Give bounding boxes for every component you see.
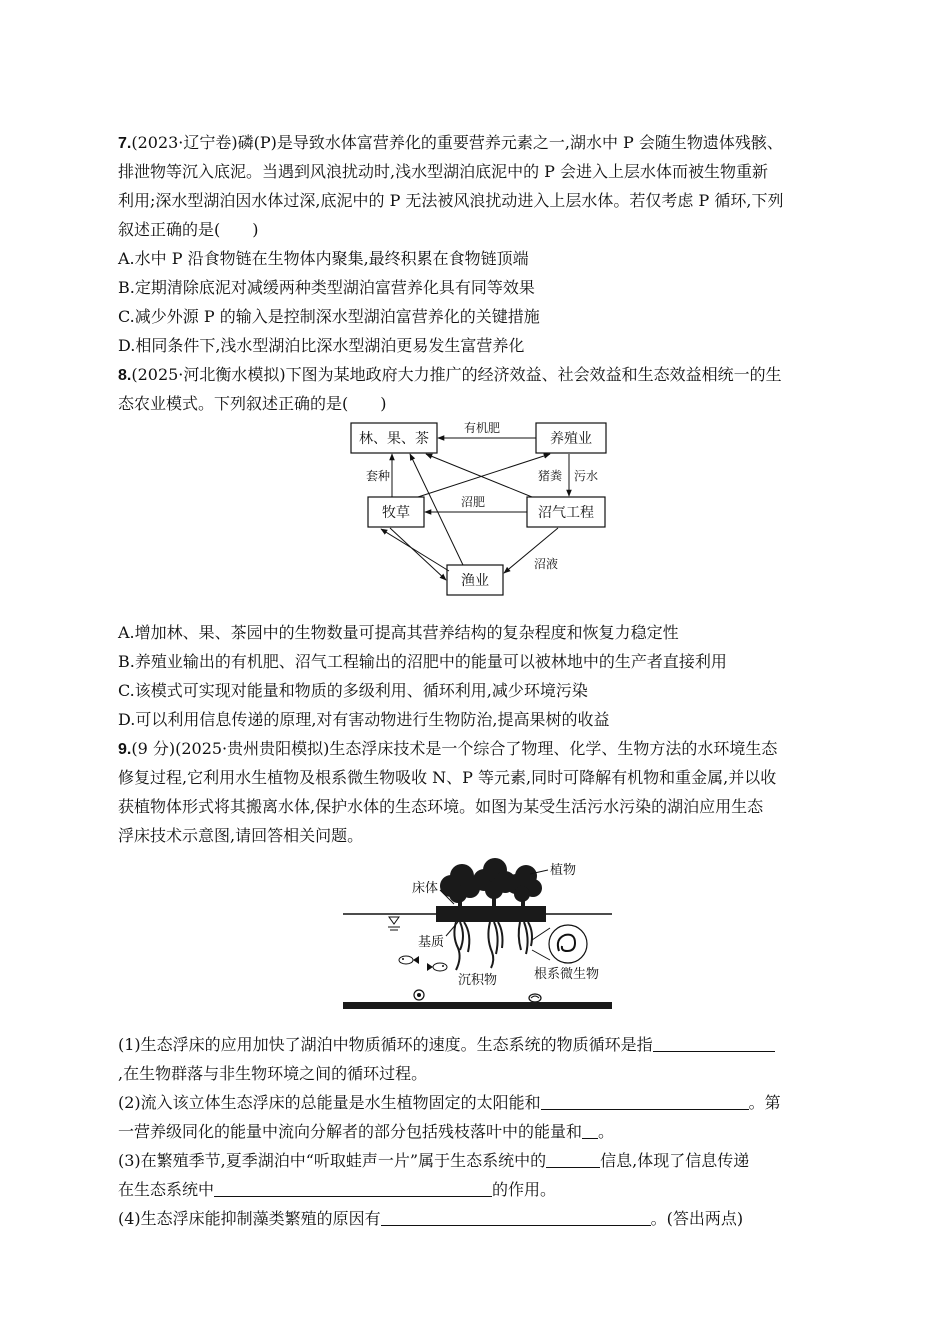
answer-blank[interactable]: [381, 1207, 651, 1226]
label-sewage: 污水: [574, 469, 599, 483]
sub-question-text: (3)在繁殖季节,夏季湖泊中“听取蛙声一片”属于生态系统中的: [118, 1151, 547, 1170]
floating-bed-svg: [118, 854, 833, 1022]
water-level-icon: [388, 917, 400, 930]
question-7: [118, 128, 833, 360]
question-stem-line: 浮床技术示意图,请回答相关问题。: [118, 826, 364, 845]
option-b: B.定期清除底泥对减缓两种类型湖泊富营养化具有同等效果: [118, 278, 535, 297]
microbe-magnifier: [549, 925, 587, 963]
arrow-grass-to-fishery: [390, 528, 446, 580]
answer-blank[interactable]: [214, 1178, 492, 1197]
label-sediment: 沉积物: [458, 973, 498, 988]
fish-icon: [427, 963, 447, 971]
floating-bed-figure: [118, 854, 833, 1022]
plant-cluster-icon: [440, 858, 542, 908]
question-stem-line: (9 分)(2025·贵州贵阳模拟)生态浮床技术是一个综合了物理、化学、生物方法的水环境生态: [131, 739, 778, 758]
box-grass-label: 牧草: [382, 505, 410, 521]
label-substrate: 基质: [418, 935, 445, 950]
sub-question-text: 一营养级同化的能量中流向分解者的部分包括残枝落叶中的能量和: [118, 1122, 583, 1141]
answer-blank[interactable]: [546, 1149, 600, 1168]
sub-question-text: (4)生态浮床能抑制藻类繁殖的原因有: [118, 1209, 381, 1228]
eco-agriculture-diagram: [118, 420, 833, 612]
arrow-biogas-to-forest: [426, 454, 532, 497]
sediment-organism-icon: [414, 990, 424, 1000]
box-fishery-label: 渔业: [461, 573, 489, 589]
sub-question-text: ,在生物群落与非生物环境之间的循环过程。: [118, 1064, 428, 1083]
question-stem-line: 利用;深水型湖泊因水体过深,底泥中的 P 无法被风浪扰动进入上层水体。若仅考虑 P 循环,下列: [118, 191, 784, 210]
sub-question-2: [118, 1088, 833, 1117]
question-stem-line: 态农业模式。下列叙述正确的是( ): [118, 394, 387, 413]
question-stem-line: 排泄物等沉入底泥。当遇到风浪扰动时,浅水型湖泊底泥中的 P 会进入上层水体而被生物重新: [118, 162, 769, 181]
option-c: C.减少外源 P 的输入是控制深水型湖泊富营养化的关键措施: [118, 307, 540, 326]
label-bed: 床体: [412, 881, 439, 896]
label-plant: 植物: [550, 863, 577, 878]
sub-question-1: [118, 1030, 833, 1059]
option-c: C.该模式可实现对能量和物质的多级利用、循环利用,减少环境污染: [118, 681, 588, 700]
question-number: 9.: [118, 741, 132, 758]
sub-question-text: (2)流入该立体生态浮床的总能量是水生植物固定的太阳能和: [118, 1093, 541, 1112]
label-pig-dung: 猪粪: [538, 469, 563, 483]
box-forest-label: 林、果、茶: [359, 431, 429, 447]
option-a: A.增加林、果、茶园中的生物数量可提高其营养结构的复杂程度和恢复力稳定性: [118, 623, 679, 642]
question-stem-line: (2023·辽宁卷)磷(P)是导致水体富营养化的重要营养元素之一,湖水中 P 会随生物遗体残骸、: [131, 133, 783, 152]
option-d: D.可以利用信息传递的原理,对有害动物进行生物防治,提高果树的收益: [118, 710, 610, 729]
question-number: 7.: [118, 135, 132, 152]
question-stem-line: 获植物体形式将其搬离水体,保护水体的生态环境。如图为某受生活污水污染的湖泊应用生态: [118, 797, 764, 816]
sub-question-3: [118, 1146, 833, 1175]
answer-blank[interactable]: [541, 1091, 749, 1110]
box-biogas-label: 沼气工程: [538, 505, 594, 521]
option-a: A.水中 P 沿食物链在生物体内聚集,最终积累在食物链顶端: [118, 249, 529, 268]
sub-question-text: (1)生态浮床的应用加快了湖泊中物质循环的速度。生态系统的物质循环是指: [118, 1035, 653, 1054]
label-biogas-slurry: 沼液: [534, 557, 559, 571]
flow-diagram-svg: [118, 420, 833, 612]
label-intercrop: 套种: [366, 469, 391, 483]
sub-question-text: 。第: [748, 1093, 781, 1112]
label-root-microbe: 根系微生物: [534, 967, 600, 982]
sub-question-text: 。(答出两点): [650, 1209, 744, 1228]
sub-question-text: 的作用。: [492, 1180, 557, 1199]
sub-question-text: 信息,体现了信息传递: [600, 1151, 750, 1170]
question-number: 8.: [118, 367, 132, 384]
lake-bottom: [343, 1002, 612, 1009]
answer-blank[interactable]: [653, 1033, 775, 1052]
answer-blank[interactable]: [582, 1120, 598, 1139]
sub-question-4: [118, 1204, 833, 1233]
arrow-grass-to-breeding: [418, 454, 550, 497]
floating-bed: [436, 906, 546, 922]
sub-question-text: 。: [598, 1122, 615, 1141]
label-organic-manure: 有机肥: [463, 421, 501, 435]
question-8: [118, 360, 833, 734]
sediment-organism-icon: [529, 994, 541, 1002]
sub-question-text: 在生态系统中: [118, 1180, 215, 1199]
question-stem-line: (2025·河北衡水模拟)下图为某地政府大力推广的经济效益、社会效益和生态效益相统一的生: [131, 365, 782, 384]
option-b: B.养殖业输出的有机肥、沼气工程输出的沼肥中的能量可以被林地中的生产者直接利用: [118, 652, 727, 671]
question-stem-line: 叙述正确的是( ): [118, 220, 259, 239]
fish-icon: [399, 956, 419, 964]
exam-page: [118, 128, 833, 1233]
question-9: [118, 734, 833, 1233]
arrow-fishery-to-grass: [381, 529, 449, 571]
question-stem-line: 修复过程,它利用水生植物及根系微生物吸收 N、P 等元素,同时可降解有机物和重金属,并以收: [118, 768, 777, 787]
label-biogas-fertilizer: 沼肥: [460, 495, 486, 509]
box-breeding-label: 养殖业: [550, 431, 592, 447]
option-d: D.相同条件下,浅水型湖泊比深水型湖泊更易发生富营养化: [118, 336, 525, 355]
plant-roots: [454, 922, 532, 970]
